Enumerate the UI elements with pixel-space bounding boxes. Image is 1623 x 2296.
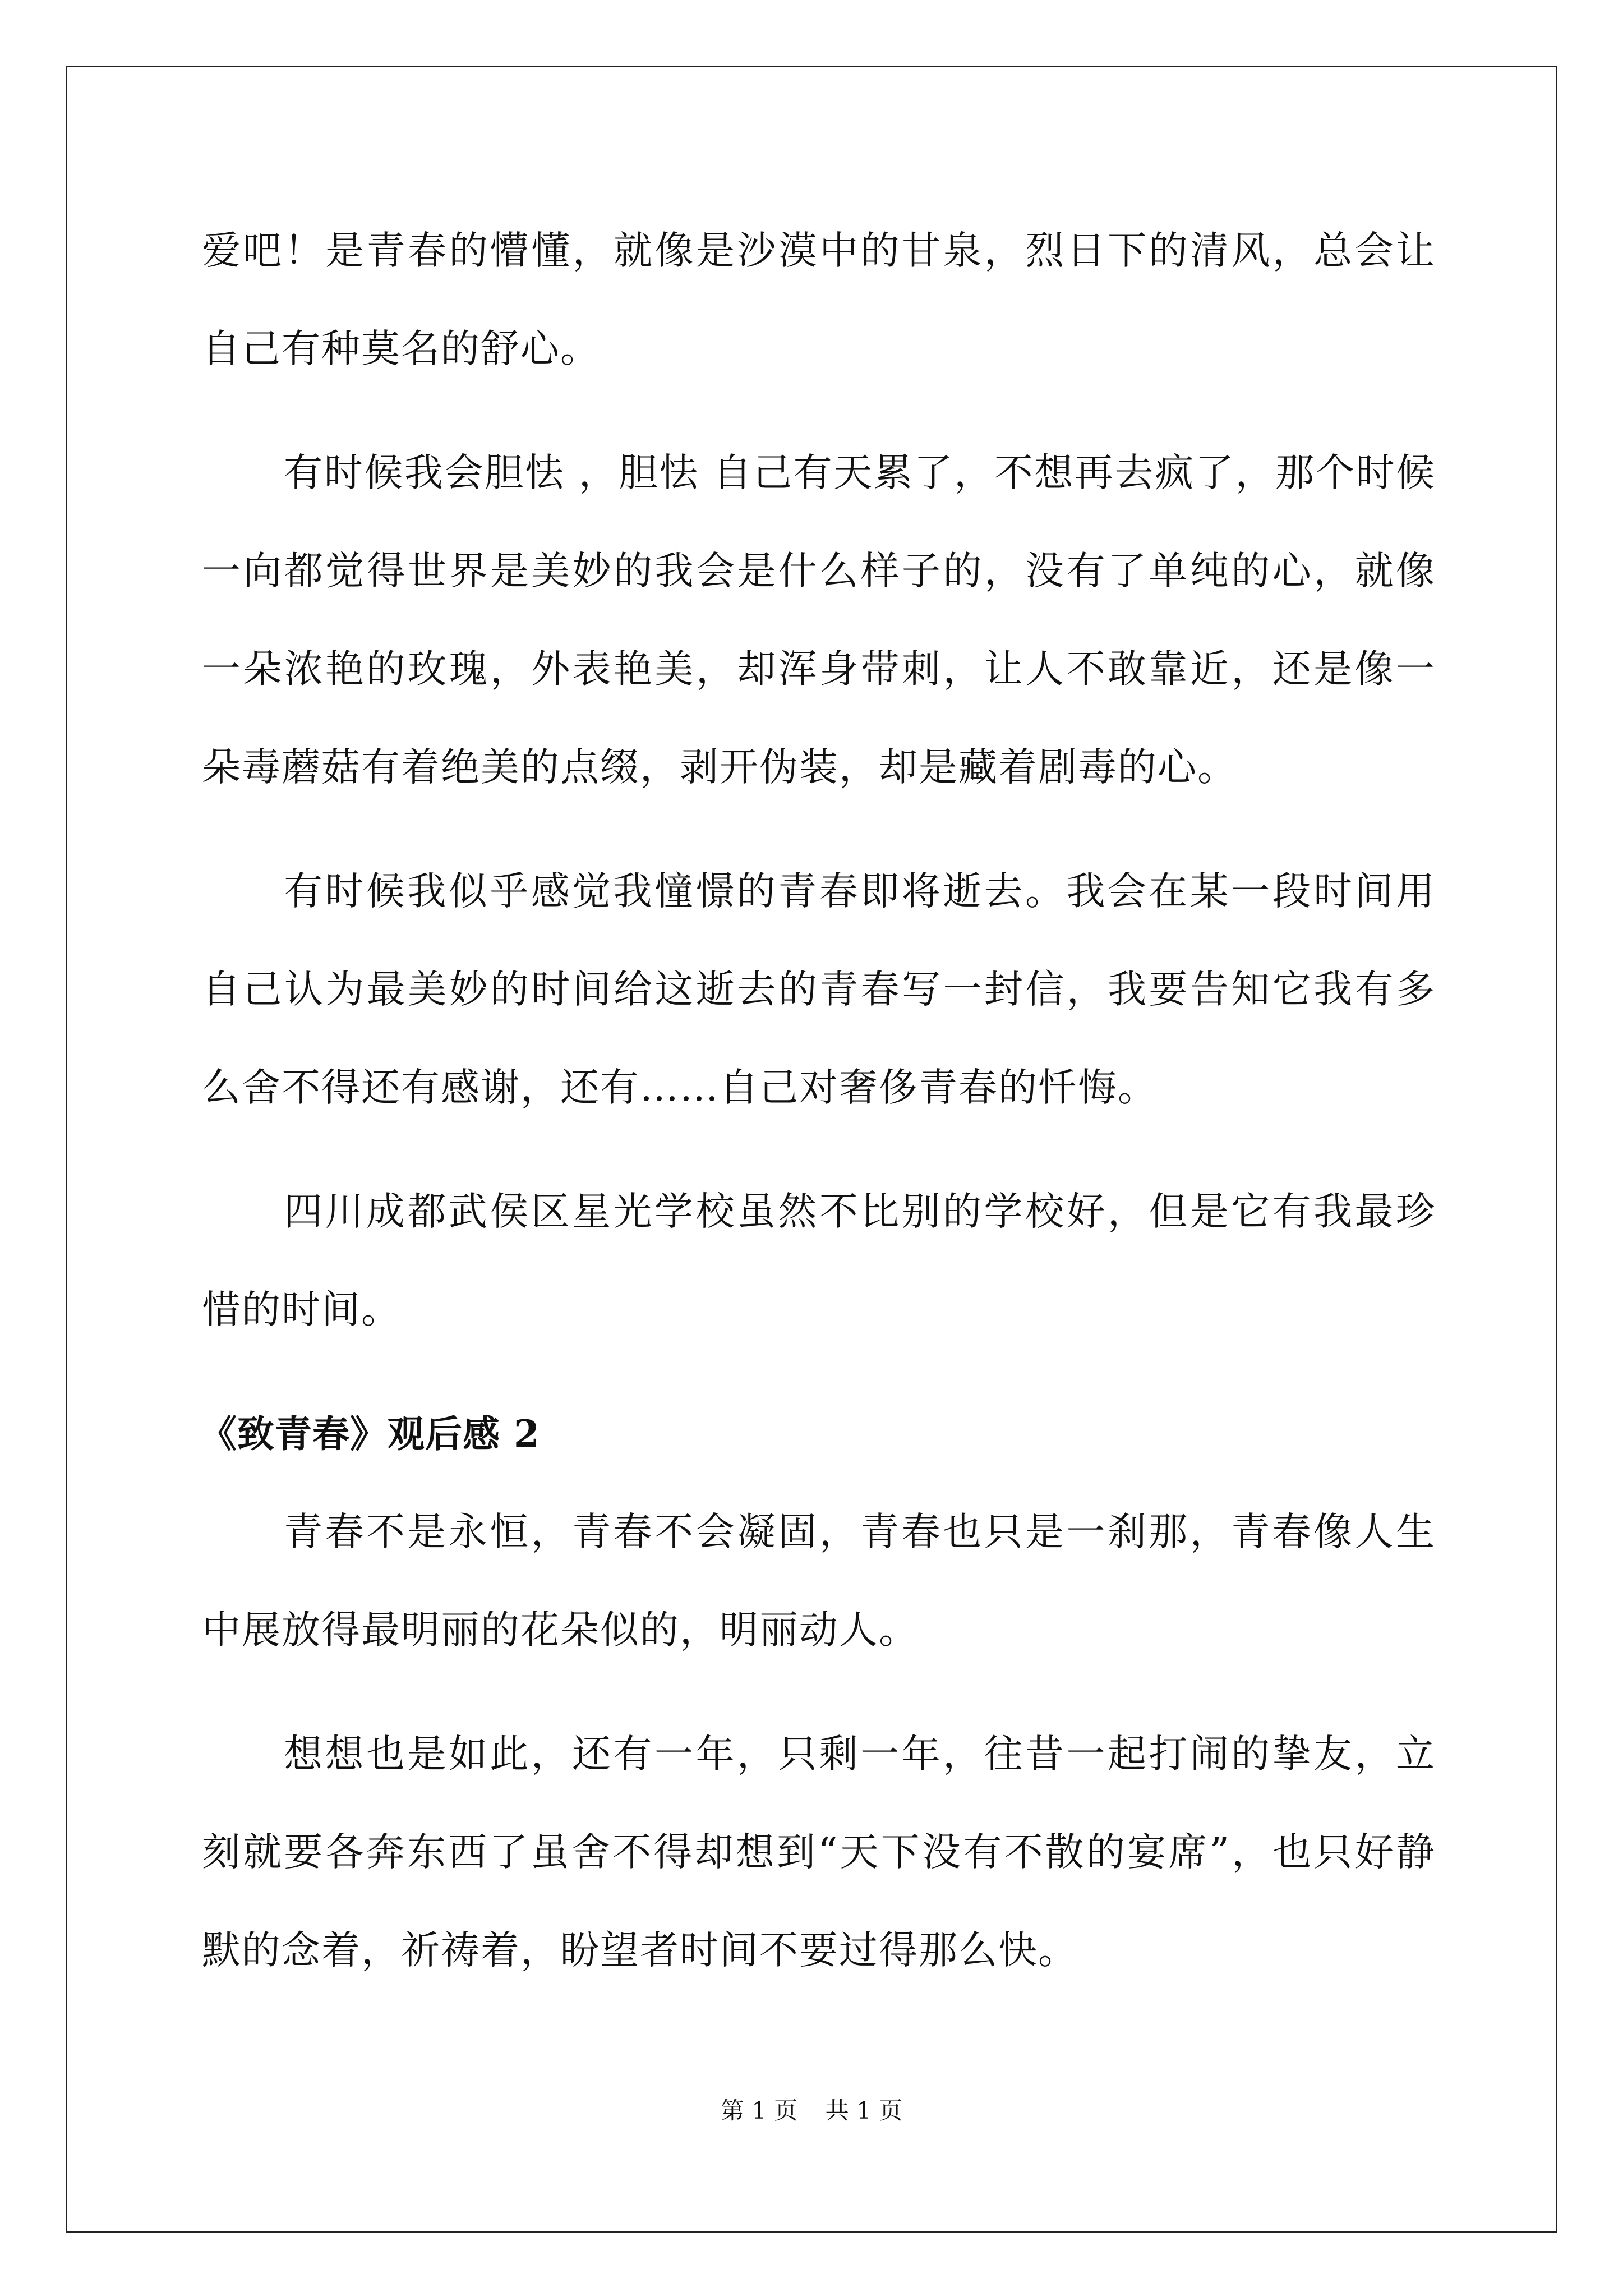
paragraph-2: 有时候我会胆怯 ，胆怯 自己有天累了，不想再去疯了，那个时候一向都觉得世界是美妙的我会是什么样子的，没有了单纯的心，就像一朵浓艳的玫瑰，外表艳美，却浑身带刺，让人不敢靠近，还是像一朵毒蘑菇有着绝美的点缀，剥开伪装，却是藏着剧毒的心。 (202, 450, 1436, 790)
section-heading: 《致青春》观后感 2 (200, 1412, 540, 1456)
paragraph-6: 想想也是如此，还有一年，只剩一年，往昔一起打闹的挚友，立刻就要各奔东西了虽舍不得却想到“天下没有不散的宴席”，也只好静默的念着，祈祷着，盼望者时间不要过得那么快。 (202, 1732, 1436, 1973)
page-total: 共 1 页 (825, 2097, 903, 2124)
paragraph-3: 有时候我似乎感觉我憧憬的青春即将逝去。我会在某一段时间用自己认为最美妙的时间给这逝去的青春写一封信，我要告知它我有多么舍不得还有感谢，还有……自己对奢侈青春的忏悔。 (202, 869, 1436, 1110)
page-number: 第 1 页 (720, 2097, 798, 2124)
paragraph-1: 爱吧！是青春的懵懂，就像是沙漠中的甘泉，烈日下的清风，总会让自己有种莫名的舒心。 (202, 228, 1436, 371)
page-footer (0, 2092, 1623, 2126)
document-body (202, 202, 1436, 2026)
paragraph-4: 四川成都武侯区星光学校虽然不比别的学校好，但是它有我最珍惜的时间。 (202, 1189, 1436, 1332)
paragraph-5: 青春不是永恒，青春不会凝固，青春也只是一刹那，青春像人生中展放得最明丽的花朵似的，明丽动人。 (202, 1510, 1436, 1653)
